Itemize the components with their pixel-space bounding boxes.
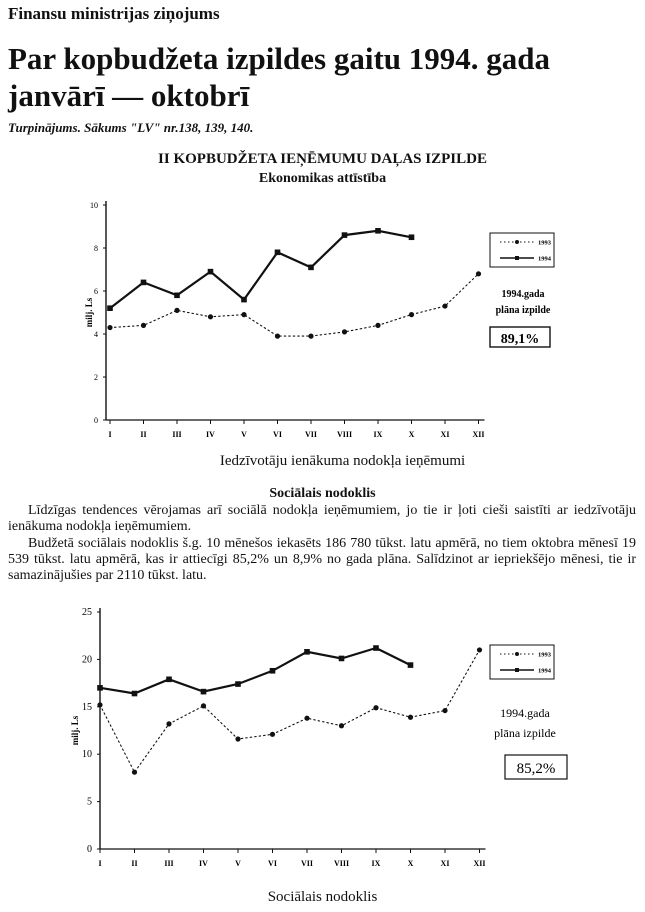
- y-tick-label: 2: [94, 373, 98, 382]
- continuation-note: Turpinājums. Sākums "LV" nr.138, 139, 140.: [8, 120, 254, 135]
- legend-marker-1993: [515, 240, 519, 244]
- series-1994-point: [275, 250, 281, 256]
- series-1993-point: [442, 303, 447, 308]
- series-1994-point: [409, 234, 415, 240]
- series-1993-point: [308, 334, 313, 339]
- x-tick-label: XII: [473, 859, 486, 868]
- series-1994-point: [235, 681, 241, 687]
- legend-label-1993: 1993: [538, 651, 551, 659]
- x-tick-label: II: [131, 859, 138, 868]
- x-tick-label: VIII: [333, 859, 350, 868]
- y-tick-label: 10: [82, 749, 92, 761]
- x-tick-label: II: [140, 430, 147, 439]
- plan-label-line1: 1994.gada: [500, 706, 550, 720]
- series-1993-line: [100, 650, 480, 772]
- series-1994-point: [308, 265, 314, 271]
- chart-social-tax: [0, 600, 645, 885]
- x-tick-label: VI: [268, 859, 277, 868]
- x-tick-label: VII: [304, 430, 318, 439]
- x-tick-label: VIII: [336, 430, 353, 439]
- series-1993-point: [235, 736, 240, 741]
- series-1994-point: [304, 649, 310, 655]
- series-1994-point: [132, 691, 138, 697]
- chart1-caption: Iedzīvotāju ienākuma nodokļa ieņēmumi: [219, 453, 466, 469]
- series-1994-line: [100, 648, 411, 694]
- x-tick-label: IX: [371, 859, 381, 868]
- x-tick-label: X: [408, 430, 415, 439]
- chart2-caption: Sociālais nodoklis: [267, 889, 378, 905]
- series-1994-point: [342, 232, 348, 238]
- y-axis-label: milj. Ls: [84, 297, 94, 328]
- x-tick-label: V: [241, 430, 247, 439]
- series-1994-point: [141, 280, 147, 286]
- y-tick-label: 10: [90, 201, 98, 210]
- series-1994-point: [375, 228, 381, 234]
- x-tick-label: IX: [373, 430, 383, 439]
- x-tick-label: IV: [206, 430, 215, 439]
- article-kicker: Finansu ministrijas ziņojums: [8, 4, 220, 23]
- series-1993-point: [270, 732, 275, 737]
- y-axis-label: milj. Ls: [70, 715, 80, 746]
- series-1993-point: [409, 312, 414, 317]
- series-1994-point: [270, 668, 276, 674]
- series-1993-point: [373, 705, 378, 710]
- series-1993-point: [107, 325, 112, 330]
- series-1993-line: [110, 274, 479, 336]
- legend-marker-1994: [515, 668, 519, 672]
- plan-label-line2: plāna izpilde: [495, 305, 551, 316]
- y-tick-label: 5: [87, 796, 92, 808]
- series-1993-point: [97, 702, 102, 707]
- series-1994-point: [107, 305, 113, 311]
- series-1994-point: [208, 269, 214, 275]
- series-1994-point: [373, 645, 379, 651]
- x-tick-label: I: [108, 430, 112, 439]
- y-tick-label: 0: [87, 844, 92, 855]
- legend-label-1993: 1993: [538, 239, 551, 247]
- series-1993-point: [141, 323, 146, 328]
- series-1993-point: [132, 770, 137, 775]
- series-1994-point: [166, 677, 172, 683]
- series-1993-point: [375, 323, 380, 328]
- legend-marker-1994: [515, 256, 519, 260]
- x-tick-label: X: [407, 859, 414, 868]
- legend-label-1994: 1994: [538, 255, 551, 263]
- legend-marker-1993: [515, 652, 519, 656]
- series-1993-point: [201, 703, 206, 708]
- x-tick-label: XI: [440, 859, 450, 868]
- x-tick-label: IV: [199, 859, 208, 868]
- y-tick-label: 8: [94, 244, 98, 253]
- plan-value: 85,2%: [516, 761, 556, 777]
- series-1993-point: [275, 334, 280, 339]
- plan-value: 89,1%: [500, 332, 540, 347]
- chart-income-tax: [0, 190, 645, 450]
- series-1994-point: [408, 662, 414, 668]
- series-1994-line: [110, 231, 412, 308]
- y-tick-label: 25: [82, 607, 92, 618]
- y-tick-label: 6: [94, 287, 98, 296]
- y-tick-label: 20: [82, 654, 92, 666]
- y-tick-label: 4: [94, 330, 98, 339]
- social-tax-heading: Sociālais nodoklis: [269, 486, 376, 501]
- series-1993-point: [166, 721, 171, 726]
- series-1993-point: [476, 271, 481, 276]
- series-1994-point: [241, 297, 247, 303]
- series-1993-point: [408, 715, 413, 720]
- series-1993-point: [241, 312, 246, 317]
- plan-label-line1: 1994.gada: [501, 289, 545, 300]
- paragraph-1: Līdzīgas tendences vērojamas arī sociālā nodokļa ieņēmumiem, jo tie ir ļoti cieši saistīti ar iedzīvotāju ienākuma nodokļa ieņēmumiem.: [8, 503, 636, 534]
- y-tick-label: 0: [94, 416, 98, 425]
- y-tick-label: 15: [82, 701, 92, 713]
- series-1994-point: [174, 293, 180, 299]
- x-tick-label: VI: [273, 430, 282, 439]
- legend-label-1994: 1994: [538, 667, 551, 675]
- series-1993-point: [442, 708, 447, 713]
- x-tick-label: VII: [300, 859, 314, 868]
- series-1994-point: [97, 685, 103, 691]
- series-1994-point: [339, 656, 345, 662]
- x-tick-label: III: [164, 859, 174, 868]
- series-1994-point: [201, 689, 207, 695]
- article-headline: Par kopbudžeta izpildes gaitu 1994. gada janvārī — oktobrī: [8, 41, 551, 113]
- x-tick-label: V: [235, 859, 241, 868]
- x-tick-label: XII: [472, 430, 485, 439]
- x-tick-label: XI: [440, 430, 450, 439]
- series-1993-point: [477, 647, 482, 652]
- subsection-title: Ekonomikas attīstība: [258, 171, 387, 186]
- plan-label-line2: plāna izpilde: [494, 726, 556, 740]
- series-1993-point: [174, 308, 179, 313]
- series-1993-point: [342, 329, 347, 334]
- series-1993-point: [304, 716, 309, 721]
- series-1993-point: [208, 314, 213, 319]
- series-1993-point: [339, 723, 344, 728]
- x-tick-label: III: [172, 430, 182, 439]
- x-tick-label: I: [98, 859, 102, 868]
- paragraph-2: Budžetā sociālais nodoklis š.g. 10 mēnešos iekasēts 186 780 tūkst. latu apmērā, no tiem oktobra mēnesī 19 539 tūkst. latu apmērā, kas ir attiecīgi 85,2% un 8,9% no gada plāna. Salīdzinot ar iepriekšējo mēnesi, tie ir samazinājušies par 2110 tūkst. latu.: [8, 536, 636, 583]
- section-title: II KOPBUDŽETA IEŅĒMUMU DAĻAS IZPILDE: [158, 151, 487, 167]
